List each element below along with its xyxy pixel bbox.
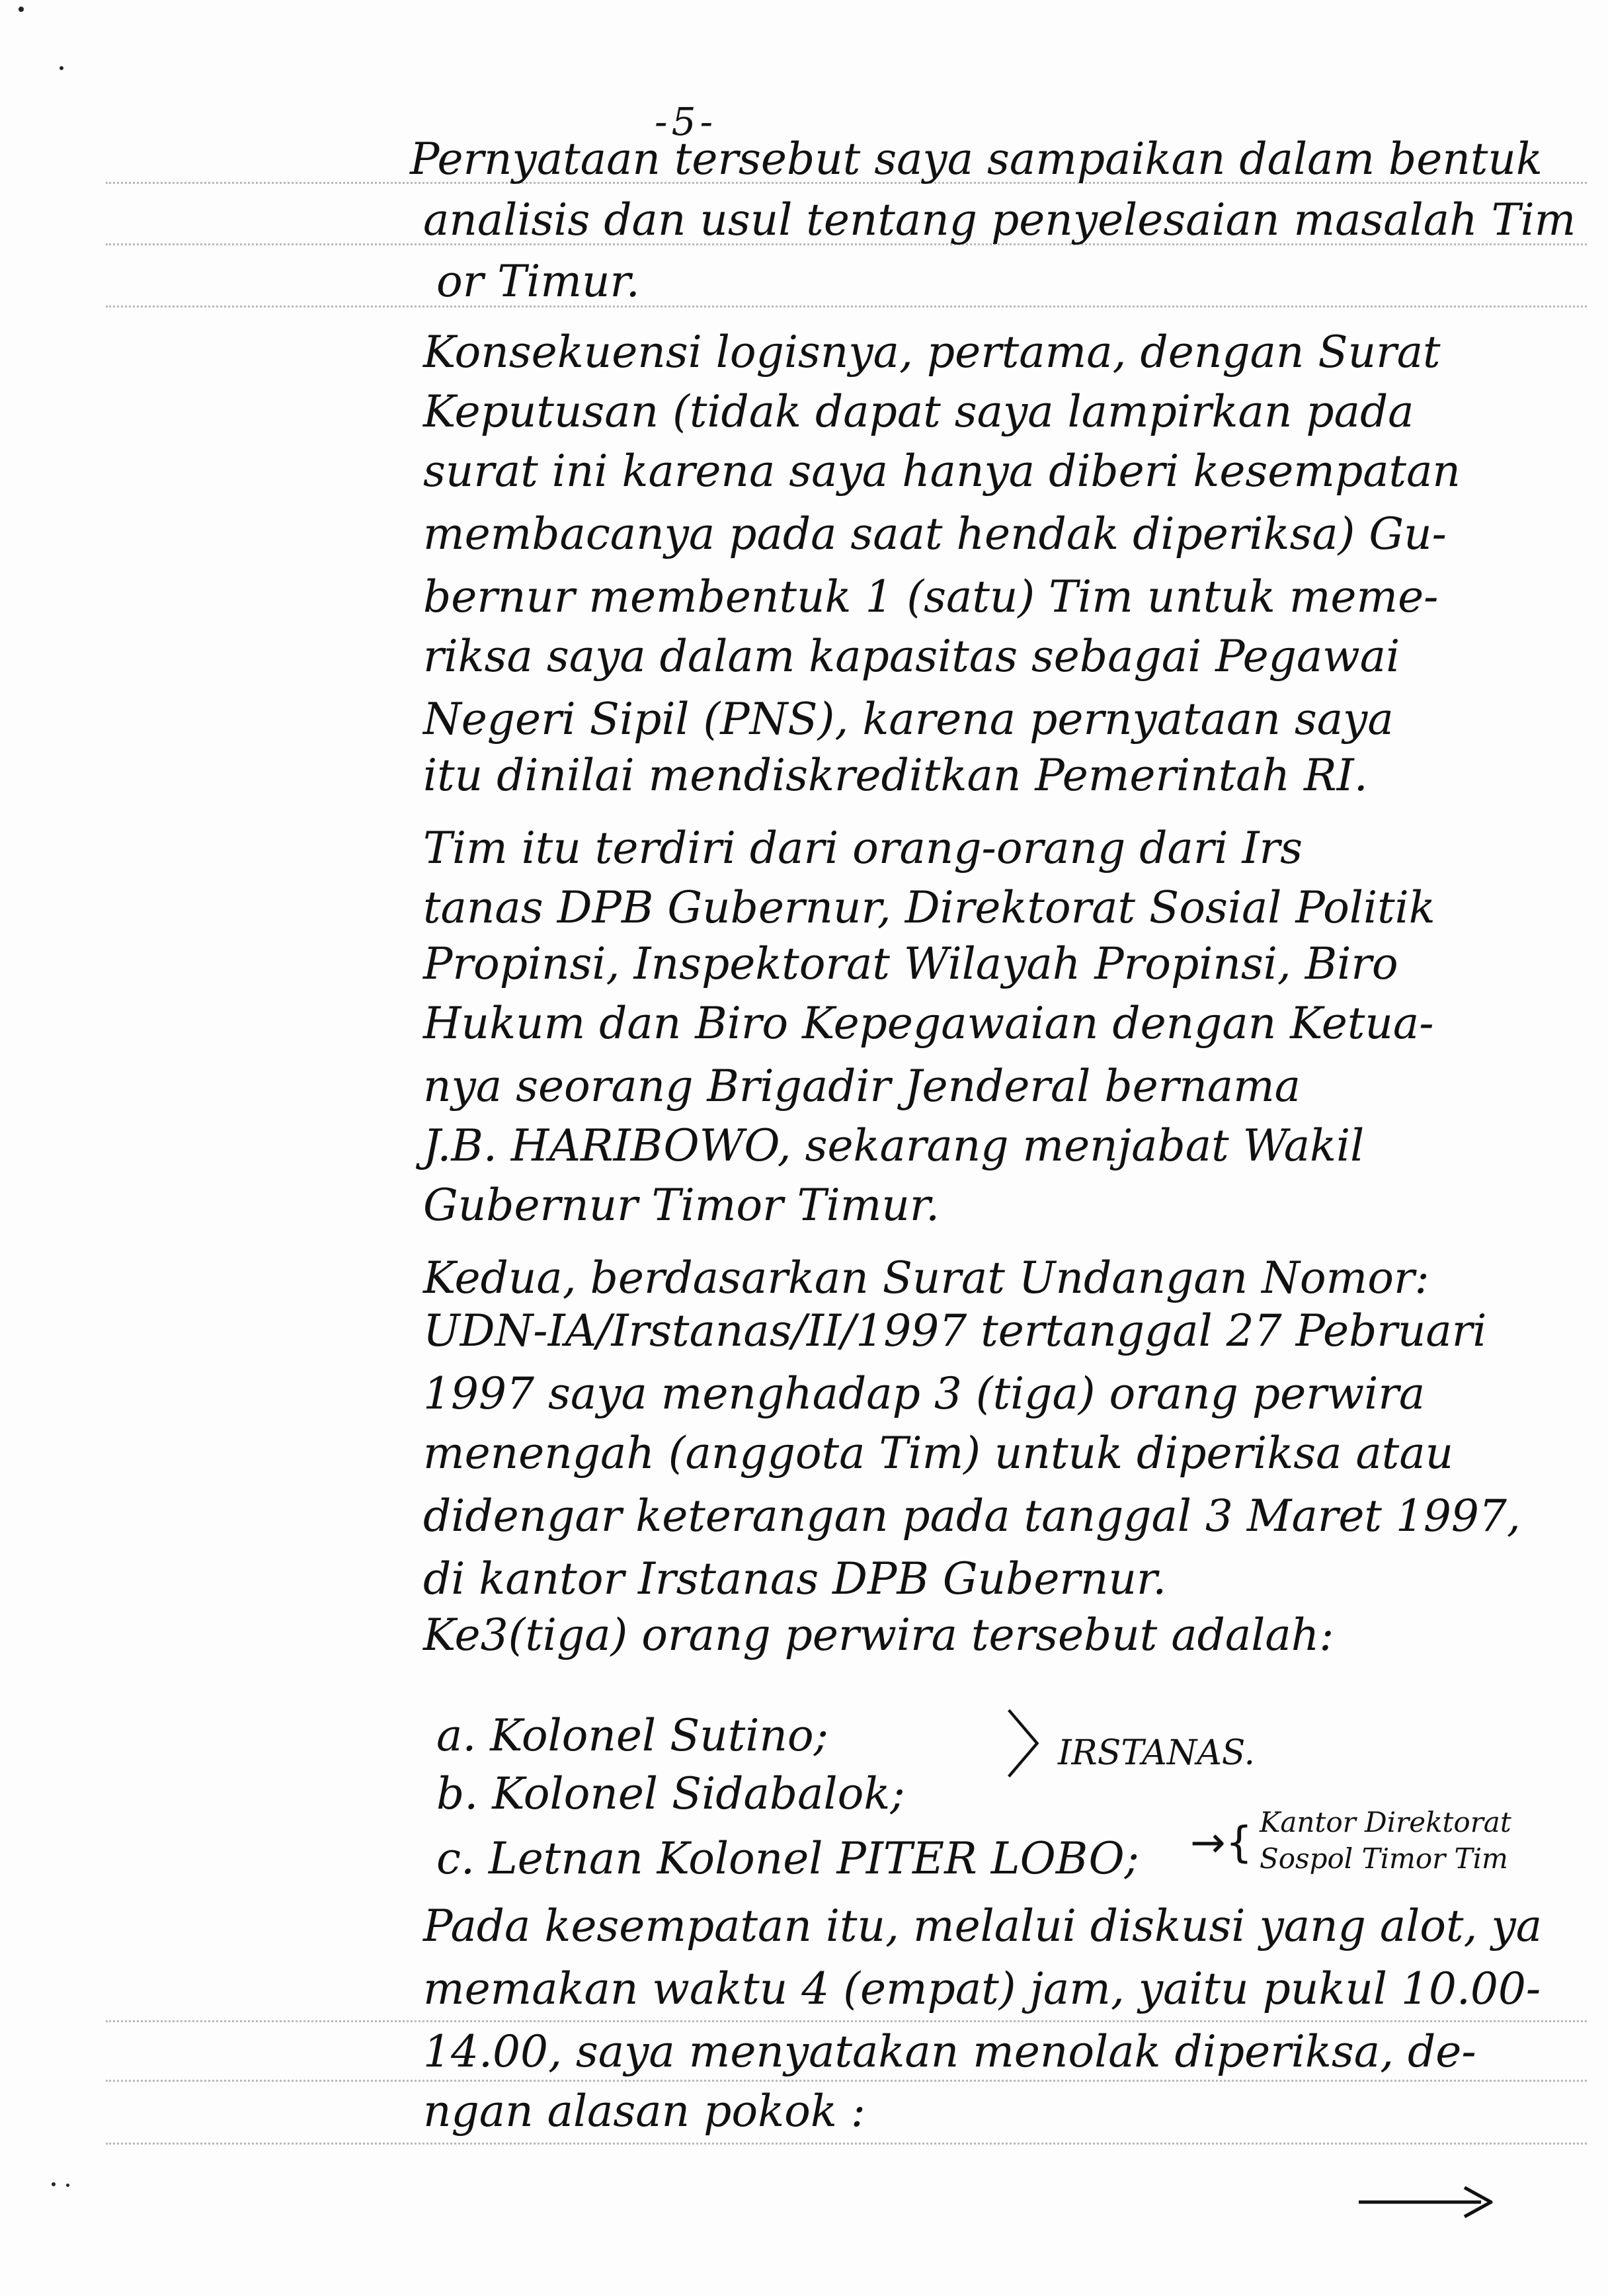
ink-speck [66,2184,69,2187]
body-line: menengah (anggota Tim) untuk diperiksa atau [423,1428,1454,1479]
closing-line: memakan waktu 4 (empat) jam, yaitu pukul 10.00- [423,1963,1541,2014]
irstanas-note: IRSTANAS. [1058,1733,1256,1773]
ink-speck [60,66,63,70]
body-line: bernur membentuk 1 (satu) Tim untuk meme- [423,571,1439,622]
body-line: Propinsi, Inspektorat Wilayah Propinsi, Biro [423,938,1398,989]
body-line: 1997 saya menghadap 3 (tiga) orang perwira [423,1368,1426,1419]
ink-speck [52,2182,56,2186]
body-line: tanas DPB Gubernur, Direktorat Sosial Politik [423,882,1435,933]
right-brace-icon: 〉 [1005,1703,1078,1788]
body-line: surat ini karena saya hanya diberi kesempatan [423,446,1461,497]
body-line: didengar keterangan pada tanggal 3 Maret 1997, [423,1491,1521,1541]
kantor-note-line1: Kantor Direktorat [1260,1806,1511,1838]
officer-a: a. Kolonel Sutino; [436,1710,828,1761]
closing-line: Pada kesempatan itu, melalui diskusi yang alot, ya [423,1901,1543,1951]
body-line: Negeri Sipil (PNS), karena pernyataan saya [423,694,1394,745]
closing-line: ngan alasan pokok : [423,2086,866,2137]
ink-speck [19,7,24,12]
kantor-note-line2: Sospol Timor Tim [1260,1842,1508,1875]
body-line: Hukum dan Biro Kepegawaian dengan Ketua- [423,998,1434,1049]
body-line: Keputusan (tidak dapat saya lampirkan pada [423,386,1414,437]
closing-line: 14.00, saya menyatakan menolak diperiksa, de- [423,2026,1476,2077]
officer-c: c. Letnan Kolonel PITER LOBO; [436,1833,1139,1884]
body-line: di kantor Irstanas DPB Gubernur. [423,1553,1167,1604]
body-line: Konsekuensi logisnya, pertama, dengan Surat [423,327,1441,378]
page-number: -5- [655,99,717,144]
body-line: Ke3(tiga) orang perwira tersebut adalah: [423,1610,1334,1660]
ruled-line [106,2143,1587,2145]
body-line: Gubernur Timor Timur. [423,1180,940,1231]
body-line: riksa saya dalam kapasitas sebagai Pegawai [423,631,1400,682]
body-line: itu dinilai mendiskreditkan Pemerintah RI. [423,750,1368,801]
body-line: UDN-IA/Irstanas/II/1997 tertanggal 27 Pebruari [423,1305,1487,1356]
officer-b: b. Kolonel Sidabalok; [436,1768,905,1819]
arrow-brace-icon: →{ [1190,1819,1253,1867]
body-line: J.B. HARIBOWO, sekarang menjabat Wakil [423,1120,1365,1171]
ruled-line [106,2080,1587,2082]
body-line: Kedua, berdasarkan Surat Undangan Nomor: [423,1252,1429,1303]
body-line: membacanya pada saat hendak diperiksa) Gu- [423,509,1447,559]
body-line: nya seorang Brigadir Jenderal bernama [423,1061,1301,1112]
body-line: or Timur. [436,256,640,307]
ruled-line [106,306,1587,308]
continue-arrow-icon [1355,2182,1501,2222]
ruled-line [106,2020,1587,2022]
body-line: analisis dan usul tentang penyelesaian masalah Tim [423,194,1576,245]
body-line: Tim itu terdiri dari orang-orang dari Irs [423,823,1303,874]
body-line: Pernyataan tersebut saya sampaikan dalam bentuk [410,134,1543,184]
